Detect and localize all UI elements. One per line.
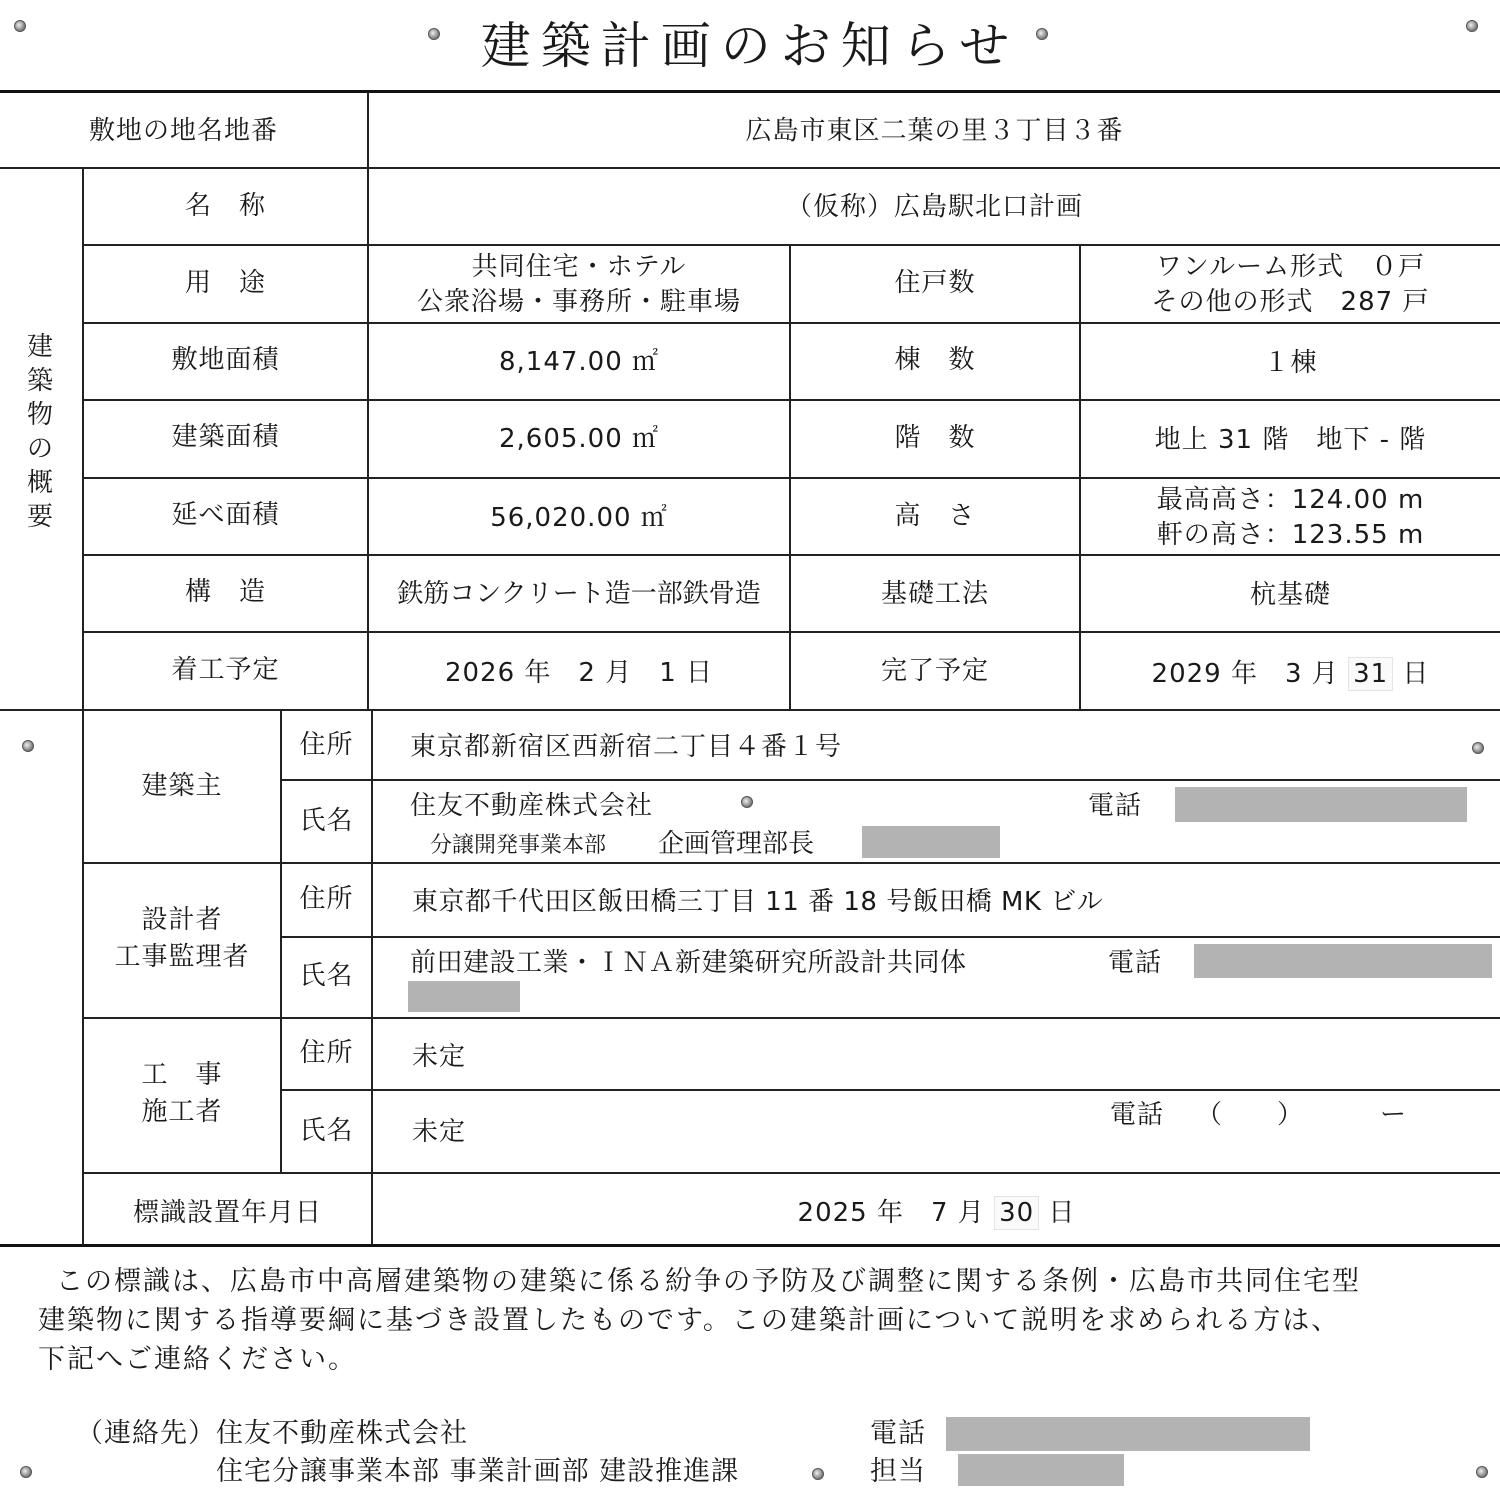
screw-icon bbox=[428, 28, 440, 40]
use-label: 用 途 bbox=[184, 268, 266, 298]
table-bottom-border bbox=[0, 1244, 1500, 1247]
height-label: 高 さ bbox=[894, 501, 976, 531]
page-title: 建築計画のお知らせ bbox=[480, 17, 1020, 75]
divider bbox=[82, 631, 1500, 633]
finish-day: 31 bbox=[1348, 657, 1393, 691]
redacted-phone-continued bbox=[408, 981, 520, 1012]
table-top-border bbox=[0, 90, 1500, 93]
divider bbox=[367, 92, 369, 709]
screw-icon bbox=[741, 796, 753, 808]
divider bbox=[789, 245, 791, 709]
designer-phone-label: 電話 bbox=[1108, 948, 1163, 978]
designer-name-label: 氏名 bbox=[299, 961, 354, 991]
contractor-label-line1: 工 事 bbox=[141, 1060, 223, 1090]
height-value-line1: 最高高さ：124.00 m bbox=[1156, 485, 1425, 515]
divider bbox=[82, 1017, 1500, 1019]
divider bbox=[0, 167, 1500, 169]
owner-name-label: 氏名 bbox=[299, 806, 354, 836]
name-label: 名 称 bbox=[184, 191, 266, 221]
sign-date-day: 30 bbox=[994, 1196, 1039, 1230]
units-value-line1: ワンルーム形式 ０戸 bbox=[1155, 252, 1426, 282]
buildings-label: 棟 数 bbox=[894, 345, 976, 375]
screw-icon bbox=[1036, 28, 1048, 40]
contact-person-label: 担当 bbox=[870, 1456, 926, 1487]
designer-label-line1: 設計者 bbox=[141, 905, 223, 935]
start-value: 2026 年 2 月 1 日 bbox=[444, 658, 714, 688]
designer-name: 前田建設工業・ＩＮＡ新建築研究所設計共同体 bbox=[410, 948, 967, 978]
owner-name: 住友不動産株式会社 bbox=[410, 791, 654, 821]
building-area-label: 建築面積 bbox=[171, 422, 280, 452]
owner-address: 東京都新宿区西新宿二丁目４番１号 bbox=[410, 732, 843, 762]
screw-icon bbox=[22, 740, 34, 752]
sign-date-label: 標識設置年月日 bbox=[132, 1198, 322, 1228]
notice-line1: この標識は、広島市中高層建築物の建築に係る紛争の予防及び調整に関する条例・広島市共同住宅型 bbox=[56, 1266, 1361, 1297]
redacted-phone bbox=[946, 1417, 1310, 1451]
divider bbox=[280, 936, 1500, 938]
foundation-value: 杭基礎 bbox=[1249, 580, 1331, 610]
use-value-line2: 公衆浴場・事務所・駐車場 bbox=[416, 287, 741, 317]
contractor-address-label: 住所 bbox=[299, 1038, 354, 1068]
floor-area-label: 延べ面積 bbox=[171, 500, 280, 530]
name-value: （仮称）広島駅北口計画 bbox=[785, 192, 1083, 222]
owner-address-label: 住所 bbox=[299, 730, 354, 760]
designer-address: 東京都千代田区飯田橋三丁目 11 番 18 号飯田橋 MK ビル bbox=[412, 887, 1104, 917]
overview-label: 建築物の概要 bbox=[26, 332, 53, 532]
divider bbox=[82, 1172, 1500, 1174]
finish-label: 完了予定 bbox=[880, 656, 989, 686]
sign-date-value bbox=[373, 1196, 1500, 1230]
contractor-name: 未定 bbox=[412, 1117, 467, 1147]
contractor-phone-dash: ー bbox=[1380, 1100, 1408, 1130]
finish-value bbox=[1081, 657, 1500, 691]
screw-icon bbox=[1472, 742, 1484, 754]
units-label: 住戸数 bbox=[894, 268, 976, 298]
height-value-line2: 軒の高さ：123.55 m bbox=[1156, 520, 1425, 550]
sign-date-day-suffix: 日 bbox=[1048, 1198, 1076, 1228]
floor-area-value: 56,020.00 ㎡ bbox=[490, 503, 668, 533]
divider bbox=[371, 710, 373, 1245]
building-area-value: 2,605.00 ㎡ bbox=[498, 424, 660, 454]
divider bbox=[280, 1089, 1500, 1091]
contractor-name-label: 氏名 bbox=[299, 1116, 354, 1146]
redacted-phone bbox=[1194, 944, 1492, 978]
site-value: 広島市東区二葉の里３丁目３番 bbox=[745, 116, 1124, 146]
structure-value: 鉄筋コンクリート造一部鉄骨造 bbox=[397, 579, 761, 609]
divider bbox=[280, 710, 282, 1173]
screw-icon bbox=[812, 1468, 824, 1480]
site-area-label: 敷地面積 bbox=[171, 345, 280, 375]
contact-phone-label: 電話 bbox=[870, 1418, 926, 1449]
start-label: 着工予定 bbox=[171, 655, 280, 685]
buildings-value: １棟 bbox=[1263, 348, 1318, 378]
screw-icon bbox=[14, 20, 26, 32]
floors-label: 階 数 bbox=[894, 423, 976, 453]
notice-line3: 下記へご連絡ください。 bbox=[38, 1344, 357, 1375]
owner-phone-label: 電話 bbox=[1088, 791, 1143, 821]
divider bbox=[82, 862, 1500, 864]
notice-line2: 建築物に関する指導要綱に基づき設置したものです。この建築計画について説明を求められる方は、 bbox=[38, 1305, 1341, 1336]
units-value-line2: その他の形式 287 戸 bbox=[1151, 287, 1430, 317]
divider bbox=[280, 779, 1500, 781]
contractor-address: 未定 bbox=[412, 1042, 467, 1072]
divider bbox=[82, 244, 1500, 246]
contact-department: 住宅分譲事業本部 事業計画部 建設推進課 bbox=[216, 1456, 740, 1487]
owner-label: 建築主 bbox=[141, 771, 223, 801]
finish-year-month: 2029 年 3 月 bbox=[1151, 659, 1339, 689]
redacted-person bbox=[958, 1454, 1124, 1486]
designer-label-line2: 工事監理者 bbox=[114, 942, 250, 972]
sign-date-year-month: 2025 年 7 月 bbox=[797, 1198, 985, 1228]
contractor-phone-label: 電話 bbox=[1110, 1100, 1165, 1130]
contractor-phone-paren: （ ） bbox=[1196, 1100, 1305, 1130]
contact-company: （連絡先）住友不動産株式会社 bbox=[76, 1418, 468, 1449]
owner-dept1: 分譲開発事業本部 bbox=[430, 833, 607, 858]
divider bbox=[0, 709, 1500, 711]
owner-dept2: 企画管理部長 bbox=[658, 829, 815, 859]
site-area-value: 8,147.00 ㎡ bbox=[498, 347, 660, 377]
foundation-label: 基礎工法 bbox=[880, 579, 989, 609]
screw-icon bbox=[1466, 20, 1478, 32]
divider bbox=[82, 322, 1500, 324]
designer-address-label: 住所 bbox=[299, 884, 354, 914]
site-label: 敷地の地名地番 bbox=[88, 116, 278, 146]
divider bbox=[82, 477, 1500, 479]
contractor-label-line2: 施工者 bbox=[141, 1097, 223, 1127]
redacted-phone bbox=[1175, 787, 1467, 822]
finish-day-suffix: 日 bbox=[1402, 659, 1430, 689]
screw-icon bbox=[1476, 1466, 1488, 1478]
screw-icon bbox=[20, 1466, 32, 1478]
structure-label: 構 造 bbox=[184, 577, 266, 607]
redacted-name bbox=[862, 826, 1000, 858]
divider bbox=[82, 399, 1500, 401]
divider bbox=[82, 554, 1500, 556]
use-value-line1: 共同住宅・ホテル bbox=[471, 252, 687, 282]
floors-value: 地上 31 階 地下 - 階 bbox=[1154, 425, 1427, 455]
